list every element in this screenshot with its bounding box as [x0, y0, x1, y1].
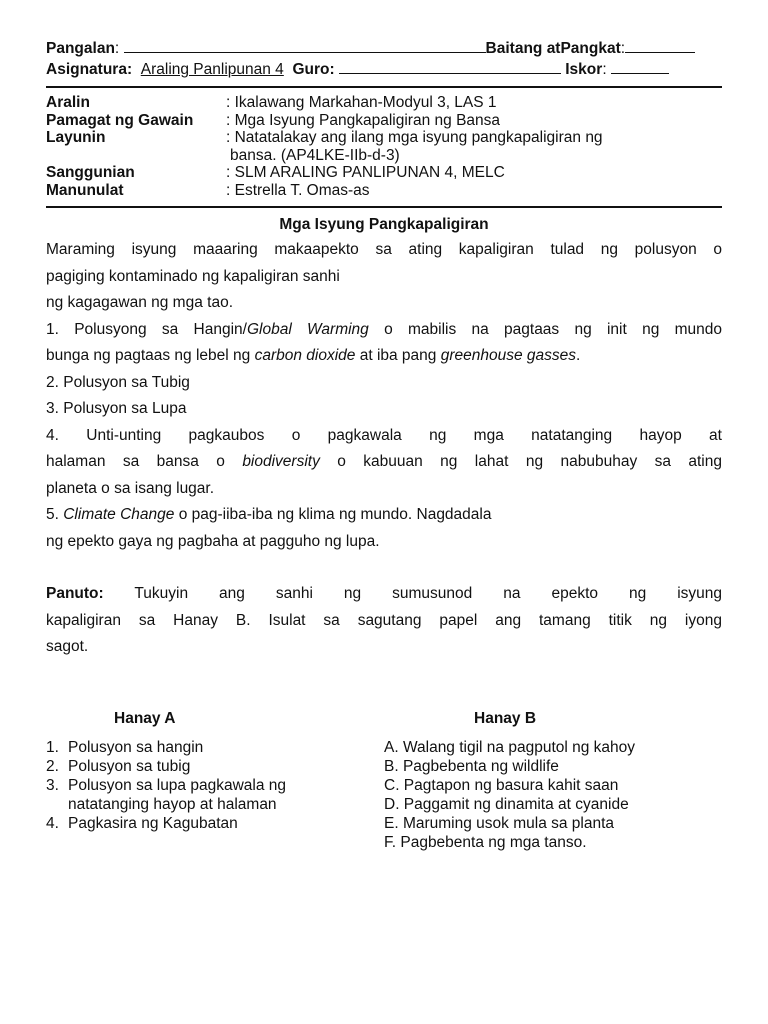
list-item: 4. Pagkasira ng Kagubatan [46, 815, 238, 832]
item-2: 2. Polusyon sa Tubig [46, 373, 190, 391]
instructions-line-2: kapaligiran sa Hanay B. Isulat sa sagutang papel ang tamang titik ng iyong [46, 611, 722, 629]
name-blank[interactable] [124, 38, 486, 53]
teacher-label: Guro: [292, 61, 335, 78]
list-item: E. Maruming usok mula sa planta [384, 815, 615, 832]
info-label-manunulat: Manunulat [46, 181, 124, 199]
intro-line-1: Maraming isyung maaaring makaapekto sa ating kapaligiran tulad ng polusyon o [46, 241, 722, 258]
hanay-a-list [46, 738, 346, 833]
intro-line-2: pagiging kontaminado ng kapaligiran sanhi [46, 267, 340, 285]
info-value-aralin: : Ikalawang Markahan-Modyul 3, LAS 1 [226, 94, 497, 111]
teacher-blank[interactable] [339, 59, 561, 74]
intro-line-3: ng kagagawan ng mga tao. [46, 294, 233, 311]
item-4-line-2: halaman sa bansa o biodiversity o kabuuan ng lahat ng nabubuhay sa ating [46, 453, 722, 470]
info-label-layunin: Layunin [46, 129, 106, 146]
lesson-body [46, 237, 722, 661]
subject-label: Asignatura: [46, 61, 133, 78]
info-value-pamagat: : Mga Isyung Pangkapaligiran ng Bansa [226, 111, 501, 129]
info-label-sanggunian: Sanggunian [46, 164, 135, 181]
header-row-subject: Asignatura: Araling Panlipunan 4 Guro: Iskor : [46, 59, 722, 80]
list-item: 2. Polusyon sa tubig [46, 758, 191, 775]
list-item: A. Walang tigil na pagputol ng kahoy [384, 739, 636, 756]
list-item: F. Pagbebenta ng mga tanso. [384, 834, 587, 851]
item-5-line-2: ng epekto gaya ng pagbaha at pagguho ng lupa. [46, 532, 380, 550]
info-label-aralin: Aralin [46, 94, 90, 111]
info-value-sanggunian: : SLM ARALING PANLIPUNAN 4, MELC [226, 164, 505, 181]
lesson-title: Mga Isyung Pangkapaligiran [279, 216, 489, 233]
info-value-manunulat: : Estrella T. Omas-as [226, 181, 370, 199]
score-blank[interactable] [611, 59, 669, 74]
grade-label: Baitang atPangkat [485, 40, 621, 57]
name-label: Pangalan [46, 40, 115, 57]
instructions-line-3: sagot. [46, 638, 89, 655]
hanay-b-title: Hanay B [474, 710, 537, 727]
item-5-line-1: 5. Climate Change o pag-iiba-iba ng klima ng mundo. Nagdadala [46, 506, 492, 523]
item-4-line-3: planeta o sa isang lugar. [46, 479, 215, 497]
header-row-name: Pangalan : Baitang atPangkat : [46, 38, 722, 59]
list-item: C. Pagtapon ng basura kahit saan [384, 777, 619, 794]
hanay-b-list [384, 738, 722, 852]
score-label: Iskor [565, 61, 603, 78]
item-3: 3. Polusyon sa Lupa [46, 400, 187, 417]
hanay-a-title: Hanay A [114, 710, 176, 727]
info-value-layunin-2: bansa. (AP4LKE-IIb-d-3) [230, 146, 400, 164]
divider-top [46, 86, 722, 88]
info-value-layunin: : Natatalakay ang ilang mga isyung pangkapaligiran ng [226, 129, 603, 146]
info-label-pamagat: Pamagat ng Gawain [46, 111, 194, 129]
list-item: 3. Polusyon sa lupa pagkawala ng natatanging hayop at halaman [46, 777, 287, 813]
lesson-info [46, 94, 722, 199]
item-1-line-2: bunga ng pagtaas ng lebel ng carbon dioxide at iba pang greenhouse gasses. [46, 347, 581, 364]
grade-blank[interactable] [625, 38, 695, 53]
divider-bottom [46, 206, 722, 208]
worksheet [46, 38, 722, 661]
list-item: B. Pagbebenta ng wildlife [384, 758, 559, 775]
subject-value: Araling Panlipunan 4 [140, 61, 284, 78]
list-item: 1. Polusyon sa hangin [46, 739, 204, 756]
instructions-label: Panuto: [46, 585, 104, 602]
item-4-line-1: 4. Unti-unting pagkaubos o pagkawala ng mga natatanging hayop at [46, 426, 722, 444]
instructions-line-1: Panuto: Tukuyin ang sanhi ng sumusunod na epekto ng isyung [46, 585, 722, 602]
item-1-line-1: 1. Polusyong sa Hangin/Global Warming o mabilis na pagtaas ng init ng mundo [46, 320, 723, 338]
list-item: D. Paggamit ng dinamita at cyanide [384, 796, 629, 813]
